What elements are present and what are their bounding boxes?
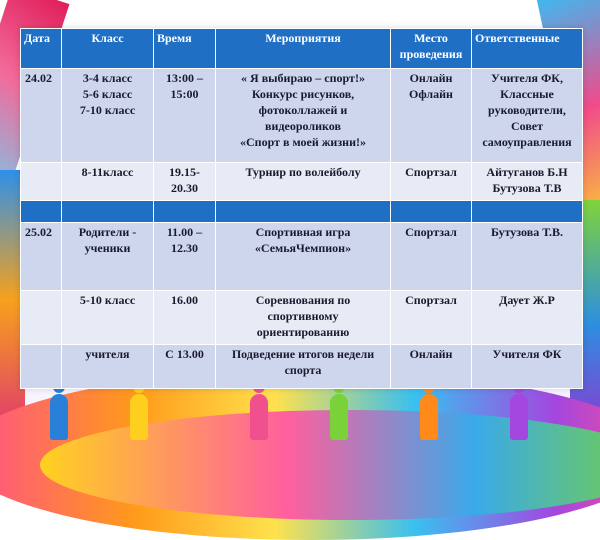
cell-line: самоуправления xyxy=(482,135,572,149)
athlete-silhouette-icon xyxy=(250,394,268,440)
cell-class xyxy=(62,223,154,291)
separator-cell xyxy=(21,201,62,223)
cell-line: 11.00 – xyxy=(166,225,203,239)
cell-line: учителя xyxy=(85,347,130,361)
athlete-silhouette-icon xyxy=(130,394,148,440)
athlete-silhouette-icon xyxy=(420,394,438,440)
separator-cell xyxy=(154,201,216,223)
cell-place xyxy=(391,291,472,345)
cell-line: ориентированию xyxy=(256,325,350,339)
cell-line: руководители, xyxy=(488,103,566,117)
cell-responsible xyxy=(472,345,583,389)
cell-line: Соревнования по xyxy=(255,293,351,307)
cell-class xyxy=(62,163,154,201)
cell-line: Бутузова Т.В xyxy=(492,181,562,195)
athlete-silhouette-icon xyxy=(510,394,528,440)
cell-class xyxy=(62,69,154,163)
cell-line: Подведение итогов недели xyxy=(231,347,375,361)
cell-event xyxy=(216,223,391,291)
cell-time xyxy=(154,69,216,163)
cell-date xyxy=(21,345,62,389)
cell-line: Даует Ж.Р xyxy=(499,293,555,307)
table-row xyxy=(21,69,583,163)
cell-line: С 13.00 xyxy=(165,347,204,361)
separator-cell xyxy=(391,201,472,223)
cell-date: 24.02 xyxy=(21,69,62,163)
cell-line: Онлайн xyxy=(409,347,453,361)
cell-line: фотоколлажей и xyxy=(258,103,348,117)
table-row xyxy=(21,291,583,345)
cell-line: 8-11класс xyxy=(81,165,134,179)
athlete-silhouette-icon xyxy=(50,394,68,440)
cell-event xyxy=(216,291,391,345)
cell-line: 15:00 xyxy=(170,87,199,101)
header-place-line: Место xyxy=(414,31,448,45)
cell-line: 19.15- xyxy=(169,165,200,179)
cell-line: «СемьяЧемпион» xyxy=(254,241,352,255)
table-row xyxy=(21,163,583,201)
table-header-row xyxy=(21,29,583,69)
cell-responsible xyxy=(472,223,583,291)
cell-time xyxy=(154,223,216,291)
schedule-table xyxy=(20,28,583,389)
cell-line: Спортзал xyxy=(405,293,457,307)
cell-line: 13:00 – xyxy=(166,71,203,85)
cell-line: Конкурс рисунков, xyxy=(251,87,355,101)
athlete-silhouette-icon xyxy=(330,394,348,440)
cell-place xyxy=(391,163,472,201)
cell-line: 16.00 xyxy=(171,293,198,307)
cell-class xyxy=(62,345,154,389)
cell-line: Совет xyxy=(510,119,544,133)
cell-line: «Спорт в моей жизни!» xyxy=(240,135,366,149)
cell-line: спортивному xyxy=(267,309,339,323)
cell-line: ученики xyxy=(84,241,131,255)
table-row xyxy=(21,345,583,389)
cell-line: Офлайн xyxy=(409,87,453,101)
cell-place xyxy=(391,223,472,291)
cell-responsible xyxy=(472,69,583,163)
cell-line: Бутузова Т.В. xyxy=(490,225,564,239)
cell-line: видеороликов xyxy=(265,119,341,133)
header-class: Класс xyxy=(62,29,154,69)
cell-line: Спортзал xyxy=(405,165,457,179)
header-place-line: проведения xyxy=(399,47,463,61)
cell-line: Учителя ФК xyxy=(492,347,562,361)
cell-line: 12.30 xyxy=(171,241,198,255)
cell-line: Родители - xyxy=(78,225,137,239)
header-responsible: Ответственные xyxy=(472,29,583,69)
cell-line: Учителя ФК, xyxy=(491,71,563,85)
cell-responsible xyxy=(472,163,583,201)
cell-event xyxy=(216,163,391,201)
header-time: Время xyxy=(154,29,216,69)
header-place xyxy=(391,29,472,69)
cell-line: 5-10 класс xyxy=(79,293,136,307)
header-event: Мероприятия xyxy=(216,29,391,69)
cell-line: 7-10 класс xyxy=(79,103,136,117)
cell-line: спорта xyxy=(284,363,322,377)
cell-event xyxy=(216,69,391,163)
cell-date xyxy=(21,163,62,201)
cell-line: Турнир по волейболу xyxy=(245,165,361,179)
cell-line: Спортзал xyxy=(405,225,457,239)
table-row xyxy=(21,223,583,291)
separator-cell xyxy=(472,201,583,223)
cell-line: « Я выбираю – спорт!» xyxy=(241,71,365,85)
cell-time xyxy=(154,345,216,389)
cell-class xyxy=(62,291,154,345)
cell-place xyxy=(391,69,472,163)
separator-row xyxy=(21,201,583,223)
cell-line: Спортивная игра xyxy=(255,225,351,239)
cell-line: 3-4 класс xyxy=(82,71,133,85)
cell-event xyxy=(216,345,391,389)
cell-time xyxy=(154,163,216,201)
separator-cell xyxy=(62,201,154,223)
cell-responsible xyxy=(472,291,583,345)
cell-date xyxy=(21,291,62,345)
cell-line: Онлайн xyxy=(409,71,453,85)
cell-line: 20.30 xyxy=(171,181,198,195)
header-date: Дата xyxy=(21,29,62,69)
cell-line: Айтуганов Б.Н xyxy=(486,165,568,179)
cell-line: 5-6 класс xyxy=(82,87,133,101)
cell-place xyxy=(391,345,472,389)
separator-cell xyxy=(216,201,391,223)
cell-date: 25.02 xyxy=(21,223,62,291)
cell-line: Классные xyxy=(500,87,554,101)
cell-time xyxy=(154,291,216,345)
